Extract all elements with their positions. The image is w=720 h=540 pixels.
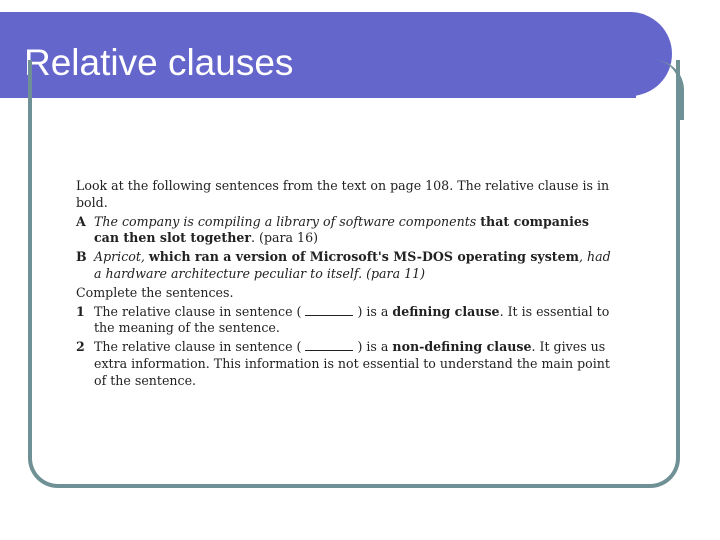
sentence-b-ref: (para 11) [366,265,426,281]
item-1-before: The relative clause in sentence ( [94,303,306,319]
sentence-a-ref: . (para 16) [251,230,318,246]
exercise-intro: Look at the following sentences from the text on page 108. The relative clause is in bold. [76,178,610,210]
item-1-term: defining clause [392,303,500,319]
sentence-b-italic-2: , had a hardware architecture peculiar to itself. [94,249,611,281]
sentence-a-relative-clause: that companies can then slot together [94,213,589,246]
slide-title: Relative clauses [24,42,294,83]
item-2-term: non-defining clause [392,339,532,355]
item-2-mid: ) is a [353,339,393,355]
item-1-text [94,304,616,338]
sentence-b-label: B [76,249,87,265]
item-1-after: . It is essential to the meaning of the sentence. [94,303,610,336]
exercise-instruction: Complete the sentences. [76,284,234,300]
sentence-b-italic-1: Apricot, [94,249,149,265]
item-2-after: . It gives us extra information. This information is not essential to understand the main point of the sentence. [94,339,610,388]
item-1-mid: ) is a [353,303,393,319]
sentence-b-relative-clause: which ran a version of Microsoft's MS-DOS operating system [148,249,579,265]
sentence-a-text [94,214,616,248]
sentence-b-text [94,249,616,283]
item-2-blank [305,339,353,351]
item-2-text [94,339,616,389]
sentence-a-italic: The company is compiling a library of software components [94,213,481,229]
item-2-before: The relative clause in sentence ( [94,339,306,355]
item-2-label: 2 [76,339,85,355]
item-1 [76,304,616,338]
sentence-a [76,214,616,248]
item-2 [76,339,616,389]
item-1-blank [305,304,353,316]
exercise-document [76,178,616,392]
sentence-a-label: A [76,213,86,229]
item-1-label: 1 [76,303,85,319]
sentence-b [76,249,616,283]
